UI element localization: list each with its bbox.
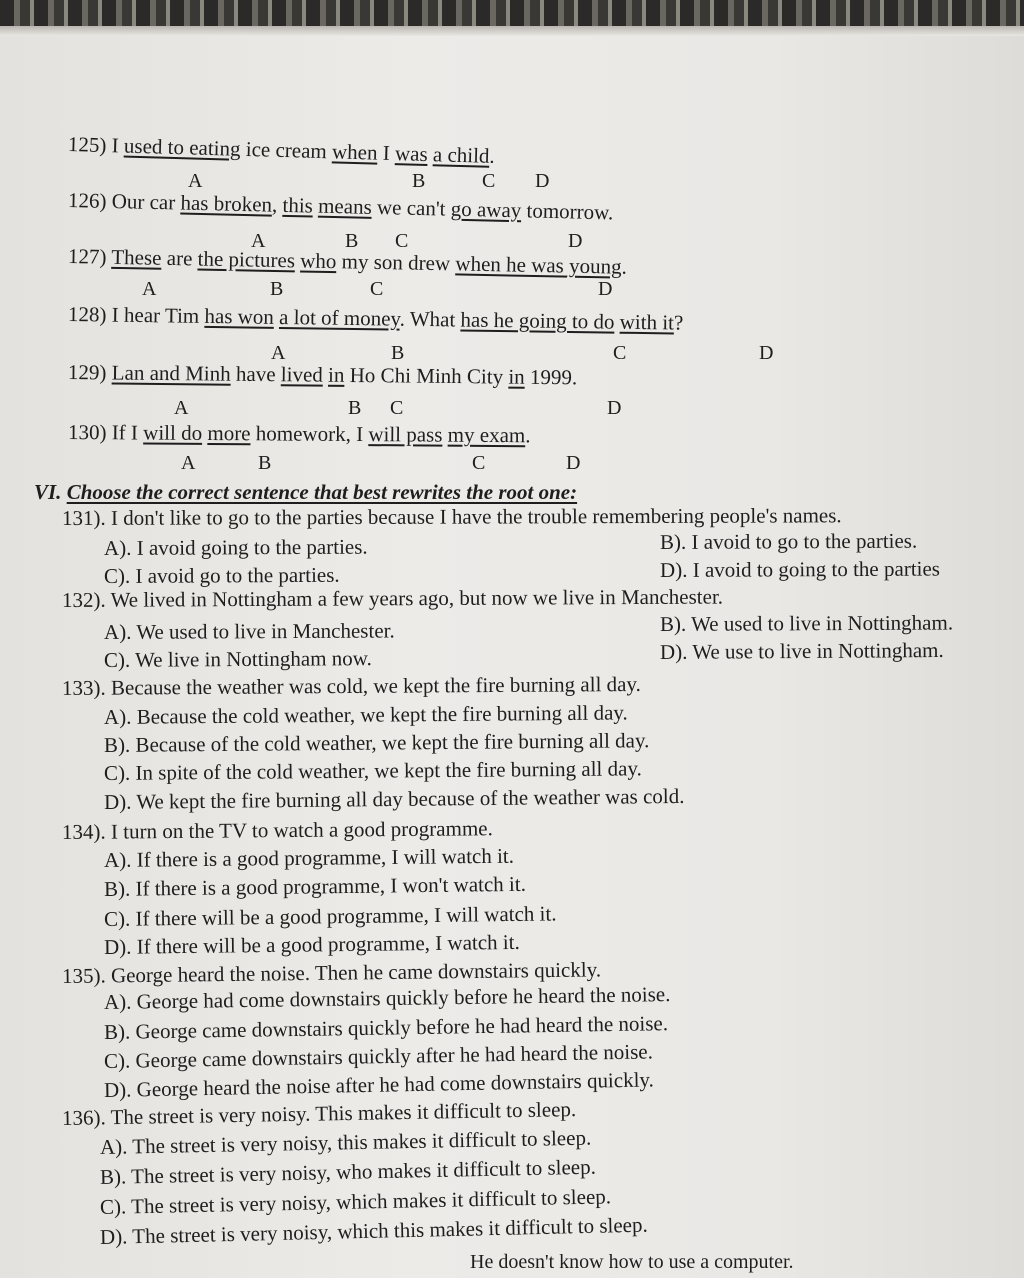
sentence-text: Ho Chi Minh City (344, 362, 509, 389)
underlined-part: who (300, 248, 337, 274)
underlined-part: These (111, 244, 162, 270)
question-stem: 136). The street is very noisy. This makes it difficult to sleep. (61, 1097, 577, 1130)
section-title: Choose the correct sentence that best rewrites the root one: (66, 480, 578, 504)
question-stem: 135). George heard the noise. Then he came downstairs quickly. (61, 957, 602, 988)
underlined-part: go away (450, 196, 522, 223)
answer-letter: A (271, 342, 286, 364)
answer-option: C). The street is very noisy, which makes it difficult to sleep. (99, 1184, 612, 1219)
sentence-text: ice cream (240, 136, 333, 164)
answer-option: A). We used to live in Manchester. (103, 618, 395, 644)
sentence-text: . (489, 143, 496, 168)
sentence-text: are (161, 245, 198, 271)
answer-letter: D (568, 230, 583, 252)
sentence-text: ? (673, 310, 684, 335)
sentence-text: . (525, 423, 531, 448)
sentence-text: 128) I hear Tim (67, 302, 205, 328)
answer-option: D). The street is very noisy, which this makes it difficult to sleep. (99, 1212, 648, 1249)
underlined-part: in (328, 362, 345, 387)
answer-option: A). The street is very noisy, this makes it difficult to sleep. (99, 1125, 592, 1159)
answer-letter: C (395, 230, 409, 252)
sentence-text: tomorrow. (521, 198, 614, 225)
underlined-part: has won (204, 303, 275, 329)
section-number: VI. (34, 480, 62, 504)
answer-option: C). In spite of the cold weather, we kept the fire burning all day. (103, 756, 642, 785)
answer-letter: C (472, 452, 486, 474)
answer-letter: A (188, 170, 203, 192)
question-stem: 132). We lived in Nottingham a few years ago, but now we live in Manchester. (61, 584, 724, 612)
question-stem: 133). Because the weather was cold, we kept the fire burning all day. (61, 671, 641, 700)
sentence-text: 127) (67, 244, 112, 269)
error-item (68, 420, 531, 447)
sentence-text: . What (399, 306, 461, 332)
underlined-part: a lot of money (278, 304, 400, 331)
answer-option: B). I avoid to go to the parties. (659, 528, 918, 554)
answer-option: D). We kept the fire burning all day because of the weather was cold. (103, 783, 685, 814)
answer-letter: C (613, 342, 627, 364)
answer-option: C). I avoid go to the parties. (103, 562, 340, 588)
sentence-text: we can't (371, 194, 452, 221)
answer-letter: D (566, 452, 581, 474)
answer-letters-row (0, 397, 1024, 419)
answer-letter: D (759, 342, 774, 364)
answer-option: B). George came downstairs quickly before he had heard the noise. (103, 1011, 669, 1044)
answer-letter: B (270, 278, 284, 300)
answer-letter: B (258, 452, 272, 474)
cutoff-line-text: He doesn't know how to use a computer. (470, 1251, 794, 1273)
question-stem: 131). I don't like to go to the parties because I have the trouble remembering people's names. (61, 503, 842, 530)
answer-option: B). We used to live in Nottingham. (659, 610, 954, 636)
underlined-part: means (317, 193, 373, 219)
underlined-part: my exam (447, 422, 526, 448)
answer-letter: C (370, 278, 384, 300)
answer-option: A). George had come downstairs quickly before he heard the noise. (103, 982, 671, 1014)
underlined-part: used to eating (123, 133, 241, 161)
underlined-part: when (331, 139, 378, 165)
sentence-text: 1999. (524, 364, 578, 390)
sentence-text: 125) I (67, 132, 125, 158)
answer-letter: D (535, 170, 550, 192)
question-stem: 134). I turn on the TV to watch a good programme. (61, 816, 493, 844)
underlined-part: will pass (368, 422, 443, 447)
answer-letters-row (0, 170, 1024, 192)
answer-letter: B (345, 230, 359, 252)
answer-option: A). Because the cold weather, we kept the fire burning all day. (103, 700, 628, 729)
sentence-text: , (271, 192, 283, 217)
underlined-part: Lan and Minh (111, 360, 231, 386)
answer-option: D). I avoid to going to the parties (659, 556, 941, 582)
answer-letter: D (598, 278, 613, 300)
sentence-text: 126) Our car (67, 188, 181, 215)
answer-letter: A (142, 278, 157, 300)
answer-option: D). We use to live in Nottingham. (659, 638, 944, 664)
answer-option: D). George heard the noise after he had come downstairs quickly. (103, 1067, 655, 1102)
answer-option: B). The street is very noisy, who makes it difficult to sleep. (99, 1154, 597, 1189)
answer-letter: C (482, 170, 496, 192)
answer-letter: B (412, 170, 426, 192)
underlined-part: this (282, 192, 314, 218)
sentence-text: my son drew (336, 249, 456, 276)
underlined-part: has broken (180, 190, 273, 217)
answer-letter: B (348, 397, 362, 419)
underlined-part: lived (280, 362, 324, 387)
sentence-text: . (621, 254, 628, 279)
answer-letter: A (181, 452, 196, 474)
sentence-text: 130) If I (67, 420, 144, 445)
answer-option: B). Because of the cold weather, we kept the fire burning all day. (103, 728, 650, 757)
underlined-part: has he going to do (460, 307, 615, 334)
underlined-part: was (394, 141, 429, 167)
sentence-text: I (377, 140, 396, 166)
sentence-text: have (230, 361, 282, 387)
answer-option: A). I avoid going to the parties. (103, 534, 368, 560)
answer-option: D). If there will be a good programme, I watch it. (103, 929, 520, 959)
underlined-part: when he was young (455, 251, 622, 279)
underlined-part: with it (619, 309, 675, 335)
answer-option: A). If there is a good programme, I will watch it. (103, 843, 515, 872)
tablecloth-background (0, 0, 1024, 26)
answer-option: C). We live in Nottingham now. (103, 646, 372, 672)
underlined-part: more (207, 420, 251, 446)
sentence-text: 129) (67, 360, 112, 385)
answer-letter: D (607, 397, 622, 419)
underlined-part: the pictures (197, 246, 296, 273)
answer-letters-row (0, 452, 1024, 474)
paper-edge-shadow (0, 26, 1024, 36)
answer-letter: A (251, 230, 266, 252)
cutoff-line (470, 1250, 794, 1274)
answer-letter: C (390, 397, 404, 419)
answer-letters-row (0, 278, 1024, 300)
sentence-text: homework, I (250, 421, 369, 447)
underlined-part: a child (432, 142, 490, 168)
answer-letter: B (391, 342, 405, 364)
answer-option: B). If there is a good programme, I won't watch it. (103, 871, 527, 901)
answer-letter: A (174, 397, 189, 419)
answer-option: C). George came downstairs quickly after he had heard the noise. (103, 1039, 654, 1073)
underlined-part: will do (143, 420, 203, 445)
section-heading (34, 480, 577, 504)
answer-option: C). If there will be a good programme, I will watch it. (103, 901, 557, 931)
underlined-part: in (508, 364, 525, 389)
